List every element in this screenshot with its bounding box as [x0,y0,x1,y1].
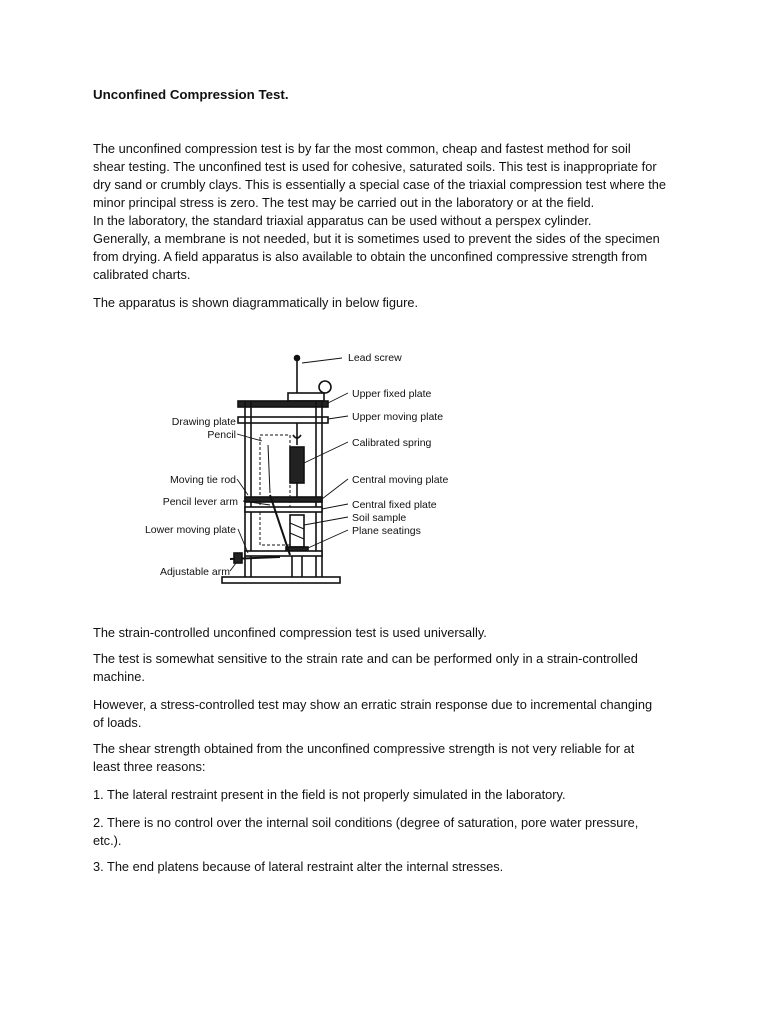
stress-controlled-paragraph [93,696,683,732]
text-line: However, a stress-controlled test may show an erratic strain response due to incremental changing [93,697,653,712]
central-fixed-plate [245,507,322,512]
text-line: Generally, a membrane is not needed, but it is sometimes used to prevent the sides of the specimen [93,231,660,246]
label-lower-moving-plate: Lower moving plate [144,524,236,536]
label-soil-sample: Soil sample [352,512,407,524]
label-pencil: Pencil [207,429,236,441]
strain-controlled-paragraph: The strain-controlled unconfined compression test is used universally. [93,625,487,640]
text-line: In the laboratory, the standard triaxial apparatus can be used without a perspex cylinder. [93,213,592,228]
reason-3: 3. The end platens because of lateral restraint alter the internal stresses. [93,859,504,874]
text-line: The test is somewhat sensitive to the strain rate and can be performed only in a strain-controlled [93,651,638,666]
text-line: shear testing. The unconfined test is used for cohesive, saturated soils. This test is inappropriate for [93,159,657,174]
text-line: dry sand or crumbly clays. This is essentially a special case of the triaxial compression test where the [93,177,667,192]
reason-1: 1. The lateral restraint present in the field is not properly simulated in the laboratory. [93,787,566,802]
text-line: The unconfined compression test is by far the most common, cheap and fastest method for soil [93,141,631,156]
text-line: from drying. A field apparatus is also available to obtain the unconfined compressive strength from [93,249,648,264]
label-drawing-plate: Drawing plate [171,416,236,428]
lower-moving-plate [245,551,322,556]
label-moving-tie-rod: Moving tie rod [170,474,236,486]
text-line: The shear strength obtained from the unconfined compressive strength is not very reliable for at [93,741,635,756]
page-title: Unconfined Compression Test. [93,87,289,102]
text-line: least three reasons: [93,759,206,774]
apparatus-intro: The apparatus is shown diagrammatically in below figure. [93,295,419,310]
pencil-lever-arm [270,495,290,555]
reason-2 [93,814,683,850]
text-line: 2. There is no control over the internal soil conditions (degree of saturation, pore water pressure, [93,815,639,830]
central-moving-plate [245,497,322,502]
drawing-plate [260,435,290,545]
apparatus-diagram [130,345,470,590]
label-calibrated-spring: Calibrated spring [352,437,432,449]
gauge-dial [319,381,331,393]
label-lead-screw: Lead screw [348,352,402,364]
label-central-fixed-plate: Central fixed plate [352,499,437,511]
text-line: of loads. [93,715,142,730]
soil-sample [290,515,304,547]
label-pencil-lever-arm: Pencil lever arm [162,496,238,508]
calibrated-spring [290,447,304,483]
base-plate [222,577,340,583]
text-line: etc.). [93,833,122,848]
reliability-paragraph [93,740,683,776]
text-line: machine. [93,669,145,684]
text-line: calibrated charts. [93,267,191,282]
label-central-moving-plate: Central moving plate [352,474,449,486]
label-upper-moving-plate: Upper moving plate [352,411,444,423]
label-adjustable-arm: Adjustable arm [159,566,230,578]
label-plane-seatings: Plane seatings [352,525,421,537]
label-upper-fixed-plate: Upper fixed plate [352,388,432,400]
intro-paragraph [93,140,683,284]
sensitive-paragraph [93,650,683,686]
text-line: minor principal stress is zero. The test may be carried out in the laboratory or at the field. [93,195,595,210]
